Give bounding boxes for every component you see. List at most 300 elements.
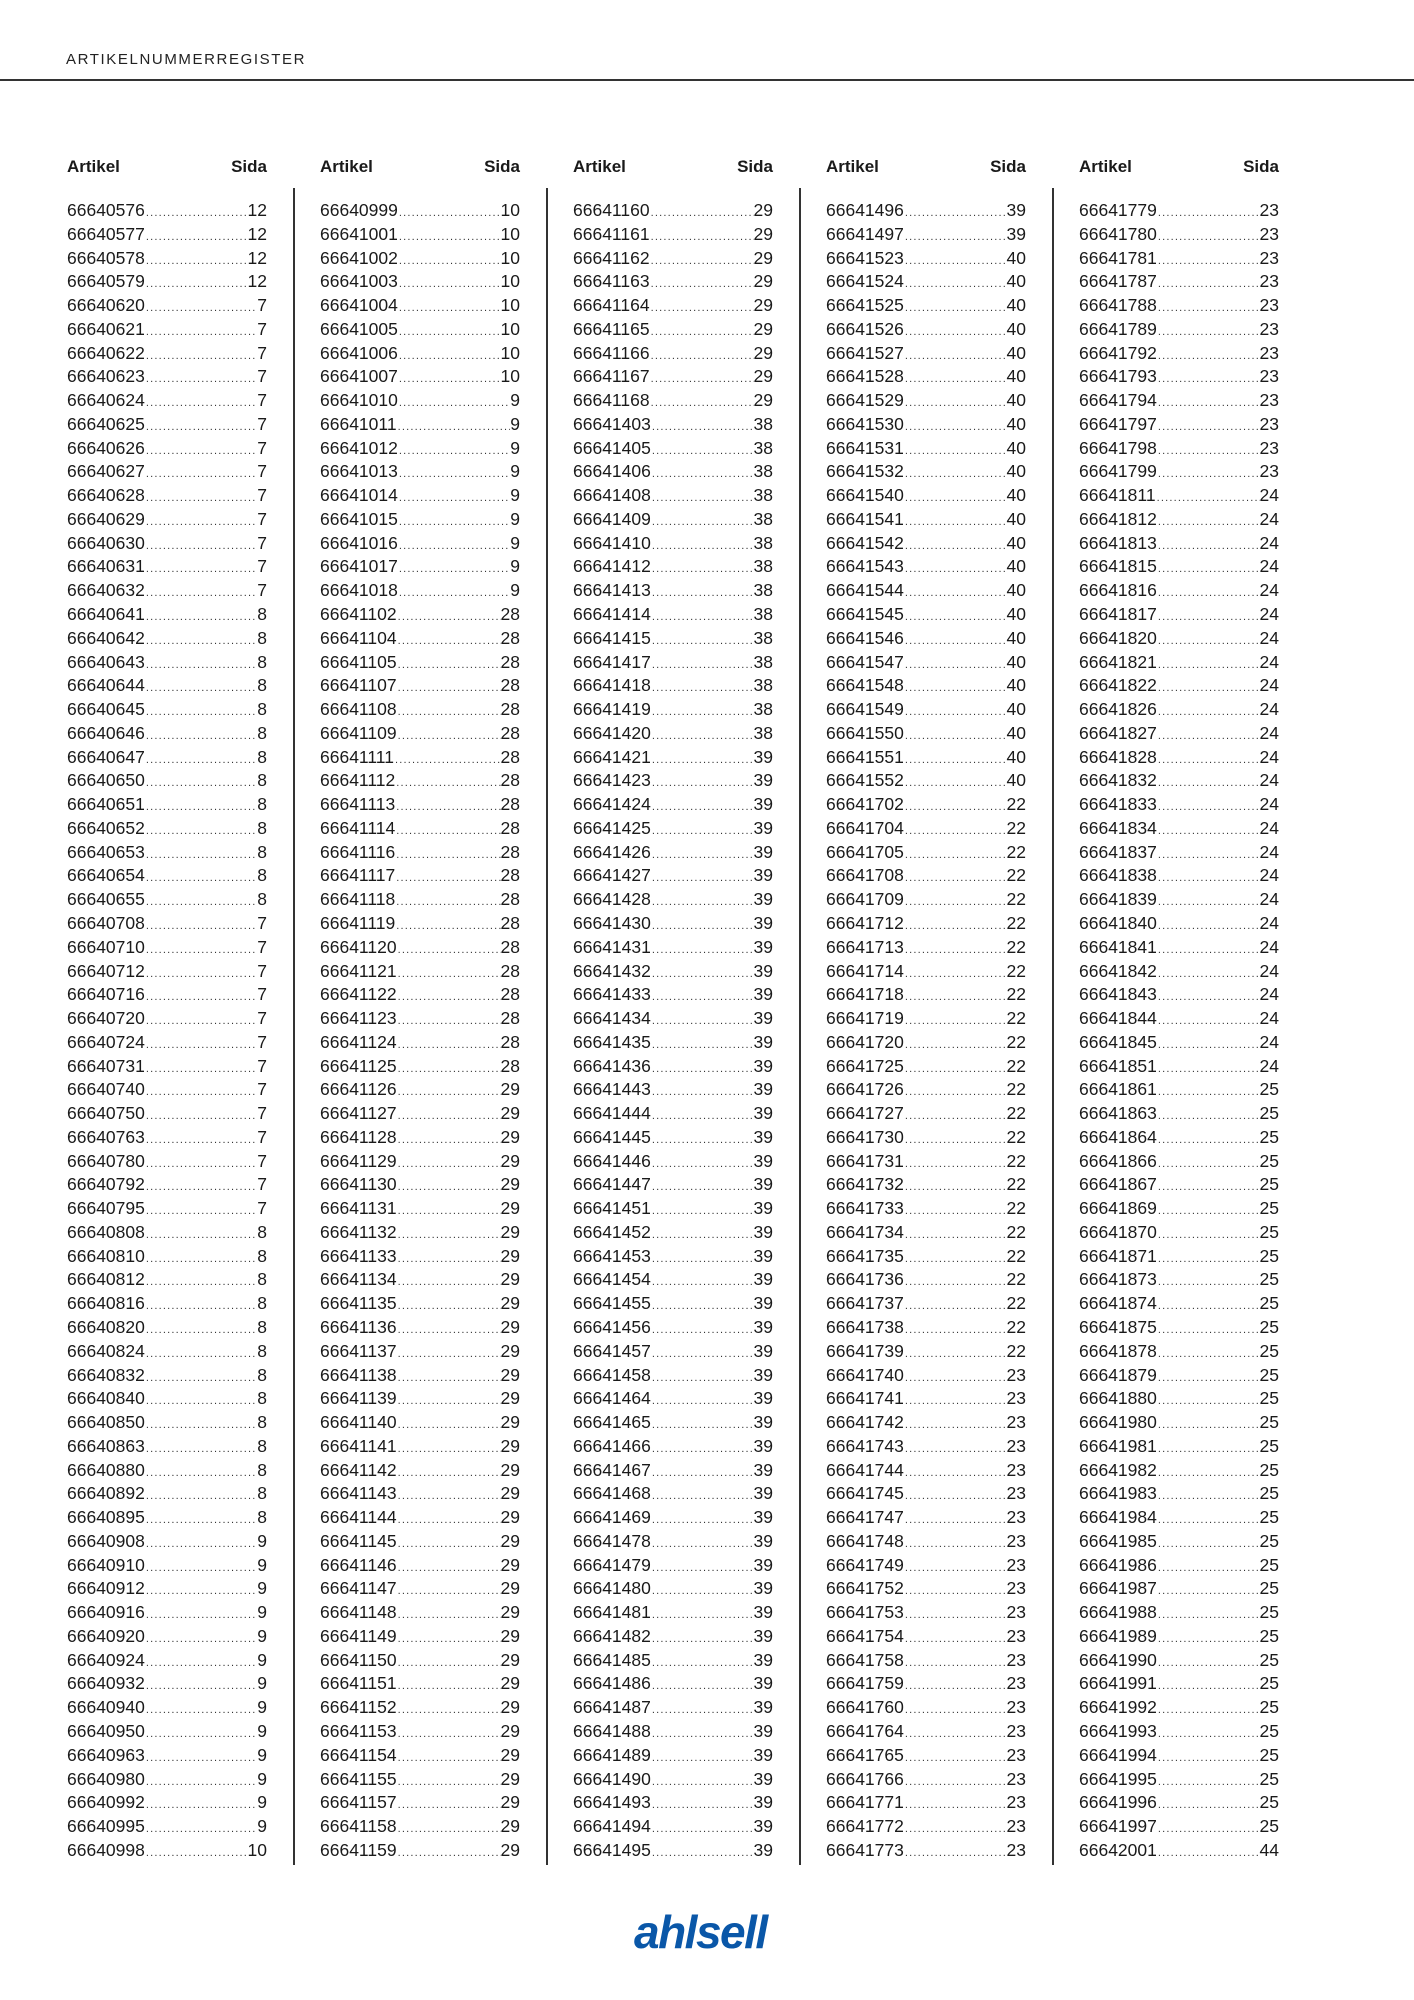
dot-leader [145, 1248, 257, 1272]
dot-leader [397, 1533, 501, 1557]
page-number: 23 [1006, 1459, 1026, 1480]
article-number: 66640916 [67, 1602, 145, 1623]
dot-leader [145, 677, 257, 701]
index-row [826, 651, 1026, 675]
index-row [1079, 1126, 1279, 1150]
article-number: 66641150 [320, 1649, 397, 1670]
page-number: 28 [500, 699, 520, 720]
index-row [1079, 1007, 1279, 1031]
page-number: 22 [1006, 960, 1026, 981]
index-row [320, 508, 520, 532]
dot-leader [1157, 1628, 1260, 1652]
index-row [573, 1031, 773, 1055]
dot-leader [904, 1319, 1007, 1343]
article-number: 66641153 [320, 1721, 397, 1741]
article-number: 66641867 [1079, 1174, 1157, 1195]
dot-leader [904, 844, 1007, 868]
page-number: 39 [753, 1578, 773, 1599]
index-row [320, 983, 520, 1007]
index-row [573, 1078, 773, 1102]
page-number: 7 [257, 485, 267, 506]
dot-leader [145, 1200, 257, 1224]
page-number: 9 [510, 580, 520, 601]
dot-leader [904, 939, 1007, 963]
dot-leader [904, 1010, 1007, 1034]
index-row [320, 1173, 520, 1197]
page-number: 22 [1006, 984, 1026, 1005]
article-number: 66641552 [826, 770, 904, 791]
article-number: 66640577 [67, 223, 145, 244]
page-number: 29 [500, 1245, 520, 1266]
article-number: 66640820 [67, 1316, 145, 1337]
article-number: 66641490 [573, 1768, 651, 1789]
dot-leader [651, 1153, 754, 1177]
article-number: 66641447 [573, 1174, 651, 1195]
article-number: 66641734 [826, 1221, 904, 1242]
article-number: 66641997 [1079, 1816, 1157, 1837]
article-number: 66641149 [320, 1625, 397, 1646]
page-number: 22 [1006, 817, 1026, 838]
article-number: 66640708 [67, 912, 145, 933]
index-row [573, 460, 773, 484]
page-number: 7 [257, 1079, 267, 1100]
index-row [826, 1387, 1026, 1411]
column-divider [1052, 188, 1054, 1865]
dot-leader [1157, 1034, 1260, 1058]
index-row [573, 1221, 773, 1245]
article-number: 66640720 [67, 1008, 145, 1029]
article-number: 66641126 [320, 1079, 397, 1100]
index-row [573, 864, 773, 888]
page-number: 9 [510, 390, 520, 411]
dot-leader [651, 1794, 754, 1818]
index-row [826, 413, 1026, 437]
article-number: 66640578 [67, 247, 145, 268]
article-number: 66641444 [573, 1103, 651, 1124]
index-column-5 [1079, 155, 1279, 1863]
index-row [826, 1340, 1026, 1364]
index-row [320, 1316, 520, 1340]
article-number: 66641864 [1079, 1126, 1157, 1147]
dot-leader [1157, 963, 1260, 987]
column-header-page: Sida [1243, 157, 1279, 176]
page-number: 8 [257, 1412, 267, 1433]
index-row [1079, 627, 1279, 651]
dot-leader [904, 1438, 1007, 1462]
index-row [67, 1696, 267, 1720]
article-number: 66641725 [826, 1055, 904, 1076]
article-number: 66640998 [67, 1839, 145, 1860]
column-header [573, 155, 773, 185]
dot-leader [145, 1818, 257, 1842]
page-number: 28 [500, 912, 520, 933]
page-number: 7 [257, 532, 267, 553]
dot-leader [904, 416, 1007, 440]
page-number: 29 [500, 1388, 520, 1409]
dot-leader [145, 1129, 257, 1153]
article-number: 66641880 [1079, 1388, 1157, 1409]
page-number: 39 [753, 746, 773, 767]
article-number: 66641754 [826, 1625, 904, 1646]
index-row [67, 1554, 267, 1578]
dot-leader [395, 915, 500, 939]
page-number: 39 [753, 841, 773, 862]
dot-leader [145, 1509, 257, 1533]
article-number: 66641758 [826, 1649, 904, 1670]
page-number: 39 [753, 1530, 773, 1551]
dot-leader [1157, 297, 1260, 321]
article-number: 66641125 [320, 1055, 397, 1076]
page-number: 8 [257, 699, 267, 720]
dot-leader [1157, 1842, 1260, 1866]
article-number: 66641414 [573, 604, 651, 625]
dot-leader [650, 226, 754, 250]
page-number: 23 [1259, 318, 1279, 339]
dot-leader [651, 796, 754, 820]
index-row [320, 270, 520, 294]
dot-leader [145, 250, 248, 274]
page-number: 8 [257, 627, 267, 648]
article-number: 66641705 [826, 841, 904, 862]
index-row [67, 1102, 267, 1126]
dot-leader [651, 1176, 754, 1200]
dot-leader [145, 1580, 257, 1604]
dot-leader [1157, 1248, 1260, 1272]
page-number: 29 [500, 1174, 520, 1195]
dot-leader [1157, 1438, 1260, 1462]
index-row [826, 769, 1026, 793]
page-number: 28 [500, 1008, 520, 1029]
dot-leader [1157, 891, 1260, 915]
page-number: 29 [753, 390, 773, 411]
article-number: 66641158 [320, 1816, 397, 1837]
index-row [67, 199, 267, 223]
article-number: 66640646 [67, 722, 145, 743]
page-number: 24 [1259, 770, 1279, 791]
index-row [573, 1482, 773, 1506]
index-row [826, 508, 1026, 532]
index-row [573, 1268, 773, 1292]
page-number: 7 [257, 556, 267, 577]
page-number: 24 [1259, 1055, 1279, 1076]
article-number: 66641141 [320, 1435, 397, 1456]
article-number: 66641544 [826, 580, 904, 601]
article-number: 66640652 [67, 817, 145, 838]
index-row [1079, 674, 1279, 698]
dot-leader [395, 891, 500, 915]
page-number: 24 [1259, 841, 1279, 862]
page-number: 23 [1259, 200, 1279, 220]
page-number: 29 [500, 1792, 520, 1813]
page-number: 7 [257, 1055, 267, 1076]
index-row [826, 746, 1026, 770]
page-number: 22 [1006, 912, 1026, 933]
article-number: 66640808 [67, 1221, 145, 1242]
index-row [1079, 1245, 1279, 1269]
dot-leader [651, 606, 754, 630]
index-row [320, 532, 520, 556]
article-number: 66641532 [826, 461, 904, 482]
article-number: 66641874 [1079, 1293, 1157, 1314]
article-number: 66641542 [826, 532, 904, 553]
article-number: 66641530 [826, 413, 904, 434]
index-row [67, 1411, 267, 1435]
article-number: 66640980 [67, 1768, 145, 1789]
page-number: 8 [257, 1293, 267, 1314]
index-row [67, 864, 267, 888]
index-row [320, 413, 520, 437]
index-row [1079, 817, 1279, 841]
dot-leader [398, 226, 501, 250]
index-row [67, 698, 267, 722]
column-header [320, 155, 520, 185]
index-row [573, 437, 773, 461]
index-row [1079, 1078, 1279, 1102]
page-number: 39 [1006, 223, 1026, 244]
page-number: 9 [257, 1578, 267, 1599]
index-row [320, 864, 520, 888]
index-row [826, 1364, 1026, 1388]
page-number: 8 [257, 1364, 267, 1385]
index-row [67, 1506, 267, 1530]
article-number: 66641879 [1079, 1364, 1157, 1385]
dot-leader [1157, 1414, 1260, 1438]
page-number: 23 [1006, 1697, 1026, 1718]
page-number: 39 [753, 817, 773, 838]
page-number: 39 [753, 1435, 773, 1456]
dot-leader [651, 1462, 754, 1486]
page-number: 8 [257, 604, 267, 625]
page-number: 40 [1006, 247, 1026, 268]
dot-leader [904, 250, 1007, 274]
index-row [1079, 1554, 1279, 1578]
index-row [67, 746, 267, 770]
index-row [573, 342, 773, 366]
dot-leader [397, 1414, 501, 1438]
dot-leader [145, 1462, 257, 1486]
article-number: 66641406 [573, 461, 651, 482]
index-row [826, 555, 1026, 579]
article-number: 66641550 [826, 722, 904, 743]
article-number: 66641455 [573, 1293, 651, 1314]
dot-leader [398, 511, 510, 535]
page-number: 8 [257, 794, 267, 815]
page-number: 23 [1006, 1839, 1026, 1860]
page-number: 29 [500, 1649, 520, 1670]
article-number: 66640992 [67, 1792, 145, 1813]
page-number: 29 [753, 223, 773, 244]
dot-leader [904, 1652, 1007, 1676]
article-number: 66641744 [826, 1459, 904, 1480]
page-number: 25 [1259, 1673, 1279, 1694]
index-row [826, 1649, 1026, 1673]
page-number: 40 [1006, 651, 1026, 672]
page-number: 9 [510, 556, 520, 577]
article-number: 66641409 [573, 508, 651, 529]
dot-leader [397, 1604, 501, 1628]
index-row [320, 460, 520, 484]
page-number: 7 [257, 1008, 267, 1029]
index-row [573, 983, 773, 1007]
index-row [573, 1245, 773, 1269]
index-row [826, 1744, 1026, 1768]
article-number: 66641494 [573, 1816, 651, 1837]
index-row [67, 508, 267, 532]
index-row [1079, 1577, 1279, 1601]
index-row [67, 1150, 267, 1174]
page-number: 28 [500, 936, 520, 957]
index-row [320, 1839, 520, 1863]
article-number: 66641485 [573, 1649, 651, 1670]
article-number: 66640655 [67, 889, 145, 910]
dot-leader [651, 1058, 754, 1082]
page-number: 7 [257, 1174, 267, 1195]
article-number: 66642001 [1079, 1839, 1157, 1860]
article-number: 66641130 [320, 1174, 397, 1195]
page-number: 29 [753, 366, 773, 387]
dot-leader [397, 1295, 501, 1319]
index-row [1079, 532, 1279, 556]
index-row [826, 698, 1026, 722]
dot-leader [1157, 1533, 1260, 1557]
article-number: 66640816 [67, 1293, 145, 1314]
page-number: 39 [753, 1174, 773, 1195]
dot-leader [145, 1390, 257, 1414]
index-row [320, 1506, 520, 1530]
article-number: 66641453 [573, 1245, 651, 1266]
index-row [1079, 223, 1279, 247]
index-row [826, 1577, 1026, 1601]
article-number: 66641111 [320, 746, 394, 767]
article-number: 66641794 [1079, 390, 1157, 411]
index-row [320, 1268, 520, 1292]
page-number: 25 [1259, 1554, 1279, 1575]
dot-leader [398, 297, 501, 321]
page-number: 38 [753, 437, 773, 458]
page-number: 7 [257, 1031, 267, 1052]
page-number: 40 [1006, 580, 1026, 601]
column-header-article: Artikel [1079, 157, 1132, 176]
page-number: 25 [1259, 1150, 1279, 1171]
dot-leader [145, 273, 248, 297]
dot-leader [1157, 1153, 1260, 1177]
page-number: 8 [257, 841, 267, 862]
index-row [320, 484, 520, 508]
page-number: 22 [1006, 1269, 1026, 1290]
dot-leader [1157, 1771, 1260, 1795]
index-row [573, 365, 773, 389]
page-number: 8 [257, 1507, 267, 1528]
index-row [1079, 651, 1279, 675]
article-number: 66641766 [826, 1768, 904, 1789]
index-row [67, 318, 267, 342]
dot-leader [650, 250, 754, 274]
index-row [320, 1577, 520, 1601]
article-number: 66641405 [573, 437, 651, 458]
dot-leader [904, 630, 1007, 654]
page-number: 40 [1006, 627, 1026, 648]
page-number: 38 [753, 413, 773, 434]
page-number: 29 [500, 1412, 520, 1433]
article-number: 66641004 [320, 295, 398, 316]
page-number: 7 [257, 318, 267, 339]
column-header [826, 155, 1026, 185]
article-number: 66641735 [826, 1245, 904, 1266]
article-number: 66641132 [320, 1221, 397, 1242]
dot-leader [650, 392, 754, 416]
index-row [1079, 318, 1279, 342]
column-header-page: Sida [990, 157, 1026, 176]
article-number: 66641540 [826, 485, 904, 506]
article-number: 66641432 [573, 960, 651, 981]
index-row [1079, 746, 1279, 770]
page-number: 38 [753, 508, 773, 529]
index-row [1079, 389, 1279, 413]
article-number: 66641866 [1079, 1150, 1157, 1171]
index-row [67, 1768, 267, 1792]
dot-leader [395, 867, 500, 891]
dot-leader [904, 820, 1007, 844]
index-row [1079, 912, 1279, 936]
page-number: 40 [1006, 556, 1026, 577]
dot-leader [651, 1343, 754, 1367]
page-number: 40 [1006, 318, 1026, 339]
article-number: 66640940 [67, 1697, 145, 1718]
index-row [320, 1744, 520, 1768]
index-row [320, 1150, 520, 1174]
page-number: 39 [753, 1673, 773, 1694]
page-number: 40 [1006, 746, 1026, 767]
article-number: 66641737 [826, 1293, 904, 1314]
page-number: 39 [753, 936, 773, 957]
dot-leader [397, 1153, 501, 1177]
index-row [67, 1482, 267, 1506]
page-number: 24 [1259, 485, 1279, 506]
dot-leader [651, 1248, 754, 1272]
article-number: 66641771 [826, 1792, 904, 1813]
article-number: 66641161 [573, 223, 650, 244]
index-row [320, 1411, 520, 1435]
page-number: 40 [1006, 485, 1026, 506]
page-number: 40 [1006, 508, 1026, 529]
dot-leader [651, 1747, 754, 1771]
article-number: 66640629 [67, 508, 145, 529]
dot-leader [1157, 1271, 1260, 1295]
dot-leader [904, 273, 1007, 297]
index-row [1079, 1459, 1279, 1483]
article-number: 66641119 [320, 912, 396, 933]
dot-leader [904, 1081, 1007, 1105]
index-row [1079, 1435, 1279, 1459]
index-row [320, 247, 520, 271]
page-number: 23 [1006, 1435, 1026, 1456]
page-number: 25 [1259, 1744, 1279, 1765]
index-row [573, 247, 773, 271]
article-number: 66641152 [320, 1697, 397, 1718]
dot-leader [1157, 1557, 1260, 1581]
index-row [1079, 270, 1279, 294]
article-number: 66641148 [320, 1602, 397, 1623]
dot-leader [1156, 487, 1260, 511]
article-number: 66641733 [826, 1198, 904, 1219]
page-number: 25 [1259, 1507, 1279, 1528]
page-number: 22 [1006, 1198, 1026, 1219]
index-row [826, 912, 1026, 936]
article-number: 66641495 [573, 1839, 651, 1860]
dot-leader [904, 1509, 1007, 1533]
article-number: 66641988 [1079, 1602, 1157, 1623]
article-number: 66640724 [67, 1031, 145, 1052]
